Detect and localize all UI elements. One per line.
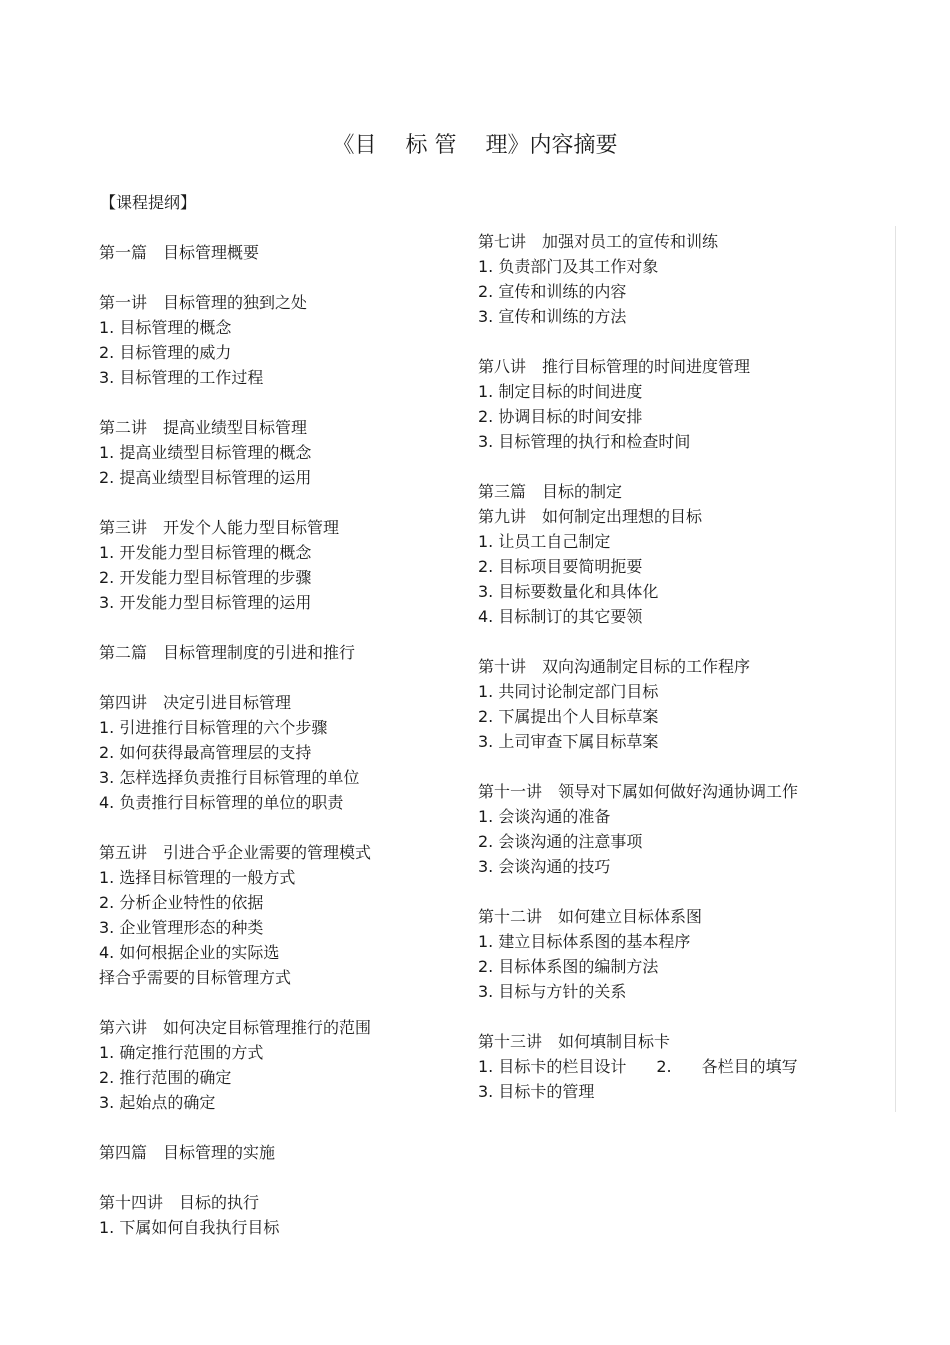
list-item: 2. 协调目标的时间安排 bbox=[478, 407, 643, 426]
part-heading: 第一篇 目标管理概要 bbox=[99, 243, 260, 262]
list-item: 2. 目标项目要简明扼要 bbox=[478, 557, 643, 576]
lecture-heading: 第七讲 加强对员工的宣传和训练 bbox=[478, 232, 719, 251]
list-item: 1. 负责部门及其工作对象 bbox=[478, 257, 659, 276]
list-item: 4. 如何根据企业的实际选 bbox=[99, 943, 280, 962]
lecture-heading: 第一讲 目标管理的独到之处 bbox=[99, 293, 308, 312]
lecture-heading: 第十三讲 如何填制目标卡 bbox=[478, 1032, 671, 1051]
list-item: 1. 引进推行目标管理的六个步骤 bbox=[99, 718, 328, 737]
right-column bbox=[478, 229, 878, 1104]
list-item: 2. 推行范围的确定 bbox=[99, 1068, 232, 1087]
lecture-heading: 第八讲 推行目标管理的时间进度管理 bbox=[478, 357, 751, 376]
lecture-heading: 第六讲 如何决定目标管理推行的范围 bbox=[99, 1018, 372, 1037]
list-item: 2. 提高业绩型目标管理的运用 bbox=[99, 468, 312, 487]
list-item: 3. 怎样选择负责推行目标管理的单位 bbox=[99, 768, 360, 787]
list-item: 1. 让员工自己制定 bbox=[478, 532, 611, 551]
list-item-row bbox=[478, 1054, 878, 1079]
list-item: 2. 目标体系图的编制方法 bbox=[478, 957, 659, 976]
list-item: 1. 共同讨论制定部门目标 bbox=[478, 682, 659, 701]
column-divider bbox=[895, 226, 896, 1112]
list-item: 1. 开发能力型目标管理的概念 bbox=[99, 543, 312, 562]
list-item: 3. 上司审查下属目标草案 bbox=[478, 732, 659, 751]
lecture-heading: 第四讲 决定引进目标管理 bbox=[99, 693, 292, 712]
list-item: 2. 目标管理的威力 bbox=[99, 343, 232, 362]
list-item: 3. 宣传和训练的方法 bbox=[478, 307, 627, 326]
lecture-heading: 第十四讲 目标的执行 bbox=[99, 1193, 260, 1212]
list-item-continuation: 择合乎需要的目标管理方式 bbox=[99, 968, 292, 987]
list-item: 1. 选择目标管理的一般方式 bbox=[99, 868, 296, 887]
list-item: 1. 下属如何自我执行目标 bbox=[99, 1218, 280, 1237]
list-item: 3. 目标要数量化和具体化 bbox=[478, 582, 659, 601]
lecture-heading: 第二讲 提高业绩型目标管理 bbox=[99, 418, 308, 437]
list-item: 1. 建立目标体系图的基本程序 bbox=[478, 932, 691, 951]
list-item: 3. 会谈沟通的技巧 bbox=[478, 857, 611, 876]
list-item: 2. 会谈沟通的注意事项 bbox=[478, 832, 643, 851]
list-item: 4. 负责推行目标管理的单位的职责 bbox=[99, 793, 344, 812]
lecture-heading: 第十讲 双向沟通制定目标的工作程序 bbox=[478, 657, 751, 676]
list-item: 各栏目的填写 bbox=[701, 1057, 798, 1076]
list-item: 1. 会谈沟通的准备 bbox=[478, 807, 611, 826]
list-item: 1. 制定目标的时间进度 bbox=[478, 382, 643, 401]
list-item: 3. 目标管理的工作过程 bbox=[99, 368, 264, 387]
lecture-heading: 第十二讲 如何建立目标体系图 bbox=[478, 907, 703, 926]
part-heading: 第四篇 目标管理的实施 bbox=[99, 1143, 276, 1162]
list-item: 1. 目标管理的概念 bbox=[99, 318, 232, 337]
lecture-heading: 第三讲 开发个人能力型目标管理 bbox=[99, 518, 340, 537]
lecture-heading: 第十一讲 领导对下属如何做好沟通协调工作 bbox=[478, 782, 799, 801]
document-title: 《目 标 管 理》内容摘要 bbox=[332, 133, 618, 158]
list-item: 3. 目标卡的管理 bbox=[478, 1082, 595, 1101]
outline-label: 【课程提纲】 bbox=[100, 193, 197, 212]
list-item: 3. 目标管理的执行和检查时间 bbox=[478, 432, 691, 451]
list-item: 3. 起始点的确定 bbox=[99, 1093, 216, 1112]
list-item-number: 2. bbox=[656, 1057, 672, 1076]
list-item: 2. 分析企业特性的依据 bbox=[99, 893, 264, 912]
part-heading: 第三篇 目标的制定 bbox=[478, 482, 623, 501]
list-item: 2. 宣传和训练的内容 bbox=[478, 282, 627, 301]
part-heading: 第二篇 目标管理制度的引进和推行 bbox=[99, 643, 356, 662]
list-item: 3. 开发能力型目标管理的运用 bbox=[99, 593, 312, 612]
left-column bbox=[99, 240, 459, 1240]
list-item: 2. 下属提出个人目标草案 bbox=[478, 707, 659, 726]
list-item: 1. 目标卡的栏目设计 bbox=[478, 1057, 627, 1076]
list-item: 3. 目标与方针的关系 bbox=[478, 982, 627, 1001]
list-item: 2. 开发能力型目标管理的步骤 bbox=[99, 568, 312, 587]
list-item: 1. 提高业绩型目标管理的概念 bbox=[99, 443, 312, 462]
lecture-heading: 第五讲 引进合乎企业需要的管理模式 bbox=[99, 843, 372, 862]
list-item: 3. 企业管理形态的种类 bbox=[99, 918, 264, 937]
list-item: 1. 确定推行范围的方式 bbox=[99, 1043, 264, 1062]
lecture-heading: 第九讲 如何制定出理想的目标 bbox=[478, 507, 703, 526]
list-item: 2. 如何获得最高管理层的支持 bbox=[99, 743, 312, 762]
list-item: 4. 目标制订的其它要领 bbox=[478, 607, 643, 626]
